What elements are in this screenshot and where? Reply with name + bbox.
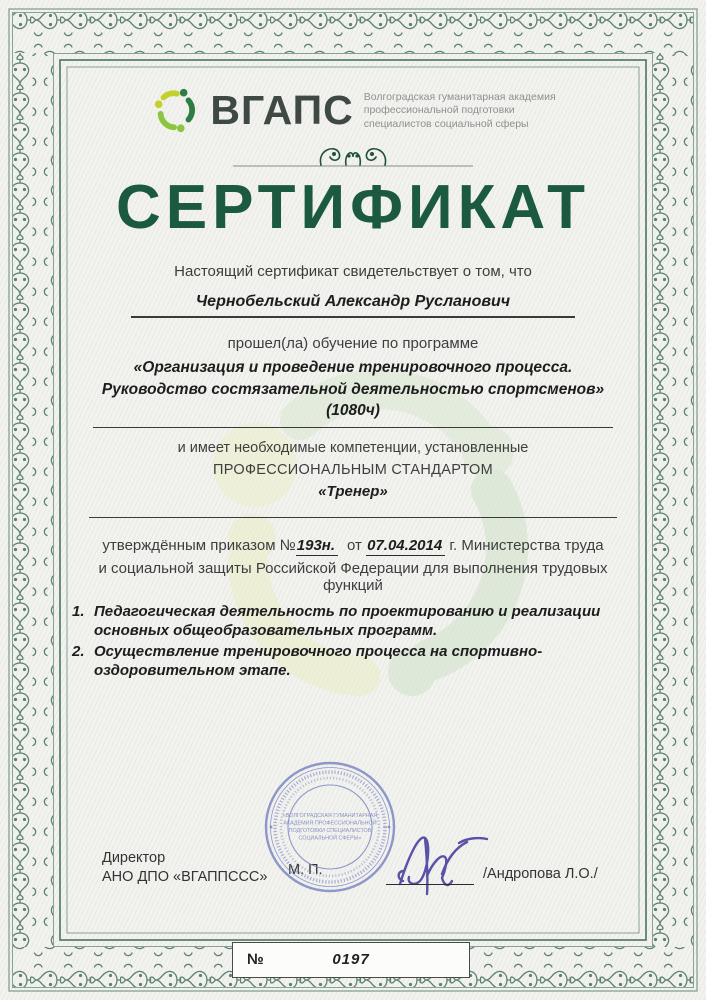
stamp-text-line: ПОДГОТОВКИ СПЕЦИАЛИСТОВ xyxy=(288,828,372,834)
stamp-place-label: М. П. xyxy=(288,862,323,878)
director-title xyxy=(102,849,267,886)
org-name-line: специалистов социальной сферы xyxy=(363,117,529,130)
certificate-number-value: 0197 xyxy=(332,951,370,968)
recipient-name: Чернобельский Александр Русланович xyxy=(195,293,511,310)
order-number: 193н. xyxy=(296,537,338,556)
competence-line-2: ПРОФЕССИОНАЛЬНЫМ СТАНДАРТОМ xyxy=(213,462,493,479)
certificate-number-box xyxy=(232,942,470,978)
order-prefix: утверждённым приказом № xyxy=(102,537,296,555)
item-number: 2. xyxy=(72,643,85,661)
program-name: «Организация и проведение тренировочного процесса. Руководство состязательной деятельностью спортсменов» (1080ч) xyxy=(101,359,605,420)
org-name-line: профессиональной подготовки xyxy=(363,104,515,117)
stamp-text-line: АКАДЕМИЯ ПРОФЕССИОНАЛЬНОЙ xyxy=(283,820,377,827)
intro-text: Настоящий сертификат свидетельствует о том, что xyxy=(174,263,532,280)
order-line-2: и социальной защиты Российской Федерации для выполнения трудовых функций xyxy=(98,560,608,595)
item-text: Осуществление тренировочного процесса на спортивно-оздоровительном этапе. xyxy=(94,643,543,680)
director-signature xyxy=(393,826,498,900)
order-from-label: от xyxy=(347,537,362,555)
stamp-text-line: «ВОЛГОГРАДСКАЯ ГУМАНИТАРНАЯ xyxy=(282,813,378,819)
signature-line xyxy=(386,884,474,885)
item-number: 1. xyxy=(72,603,85,621)
order-date: 07.04.2014 xyxy=(366,537,445,556)
director-line-2: АНО ДПО «ВГАППССС» xyxy=(102,868,268,885)
signatory-name: /Андропова Л.О./ xyxy=(483,866,598,882)
stamp-text-line: СОЦИАЛЬНОЙ СФЕРЫ» xyxy=(298,835,362,842)
org-name-line: Волгоградская гуманитарная академия xyxy=(363,90,556,103)
logo-text: ВГАПС xyxy=(210,86,354,133)
director-line-1: Директор xyxy=(102,850,166,866)
standard-name: «Тренер» xyxy=(318,483,388,501)
item-text: Педагогическая деятельность по проектированию и реализации основных общеобразовательных программ. xyxy=(94,603,601,640)
competence-line-1: и имеет необходимые компетенции, установленные xyxy=(177,440,529,457)
order-suffix: г. Министерства труда xyxy=(449,537,604,555)
certificate-number-label: № xyxy=(247,951,264,968)
certificate-title: СЕРТИФИКАТ xyxy=(116,173,590,242)
completed-label: прошел(ла) обучение по программе xyxy=(227,335,479,352)
official-stamp xyxy=(260,757,400,897)
